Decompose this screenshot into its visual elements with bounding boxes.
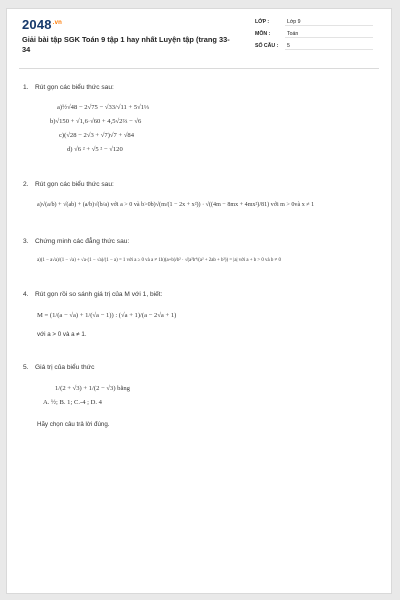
question-number: 2. [23, 181, 29, 188]
question-3 [23, 238, 129, 245]
question-count-field [255, 43, 373, 50]
worksheet-page [6, 8, 392, 594]
header-divider [19, 68, 379, 69]
subject-field [255, 31, 373, 38]
q5-expression: 1/(2 + √3) + 1/(2 − √3) bằng [55, 385, 130, 392]
q5-options: A. ½; B. 1; C.-4 ; D. 4 [43, 399, 102, 406]
class-label: LỚP : [255, 19, 270, 25]
question-text: Rút gọn các biểu thức sau: [35, 84, 114, 91]
question-text: Rút gọn các biểu thức sau: [35, 181, 114, 188]
q1-part-d: d) √6 ² + √5 ² − √120 [67, 146, 123, 153]
question-2 [23, 181, 114, 188]
q1-part-c: c)(√28 − 2√3 + √7)√7 + √84 [59, 132, 135, 139]
logo-suffix: .vn [52, 19, 63, 26]
question-4 [23, 291, 162, 298]
question-number: 4. [23, 291, 29, 298]
page-title: Giải bài tập SGK Toán 9 tập 1 hay nhất Luyện tập (trang 33-34 [22, 35, 230, 54]
question-1 [23, 84, 114, 91]
question-number: 3. [23, 238, 29, 245]
q5-instruction: Hãy chọn câu trả lời đúng. [37, 421, 110, 428]
subject-label: MÔN : [255, 31, 271, 37]
question-count-label: SỐ CÂU : [255, 43, 279, 49]
q1-part-a: a)½√48 − 2√75 − √33/√11 + 5√1⅓ [57, 104, 150, 111]
question-5 [23, 364, 94, 371]
class-value: Lớp 9 [285, 19, 373, 26]
q2-expression: a)√(a/b) + √(ab) + (a/b)√(b/a) với a > 0 và b>0b)√(m/(1 − 2x + x²)) · √((4m − 8mx + 4mx²)/81) với m > 0và x ≠ 1 [37, 202, 315, 208]
question-number: 1. [23, 84, 29, 91]
question-number: 5. [23, 364, 29, 371]
q1-part-b: b)√150 + √1,6·√60 + 4,5√2⅔ − √6 [50, 118, 142, 125]
subject-value: Toán [285, 31, 373, 38]
q4-expression: M = (1/(a − √a) + 1/(√a − 1)) : (√a + 1)/(a − 2√a + 1) [37, 312, 177, 319]
question-text: Chứng minh các đẳng thức sau: [35, 238, 130, 245]
question-text: Giá trị của biểu thức [35, 364, 95, 371]
question-count-value: 5 [285, 43, 373, 50]
q4-condition: với a > 0 và a ≠ 1. [37, 331, 87, 338]
question-text: Rút gọn rồi so sánh giá trị của M với 1, biết: [35, 291, 163, 298]
logo-main: 2048 [22, 17, 52, 32]
site-logo[interactable] [22, 17, 62, 32]
class-field [255, 19, 373, 26]
q3-identities: a)(1 − a√a)/(1 − √a) + √a·(1 − √a)/(1 − a) = 1 với a ≥ 0 và a ≠ 1b)(a+b)/b² · √(a²b⁴/(a² + 2ab + b²)) = |a| với a + b > 0 và b ≠ 0 [37, 258, 281, 263]
